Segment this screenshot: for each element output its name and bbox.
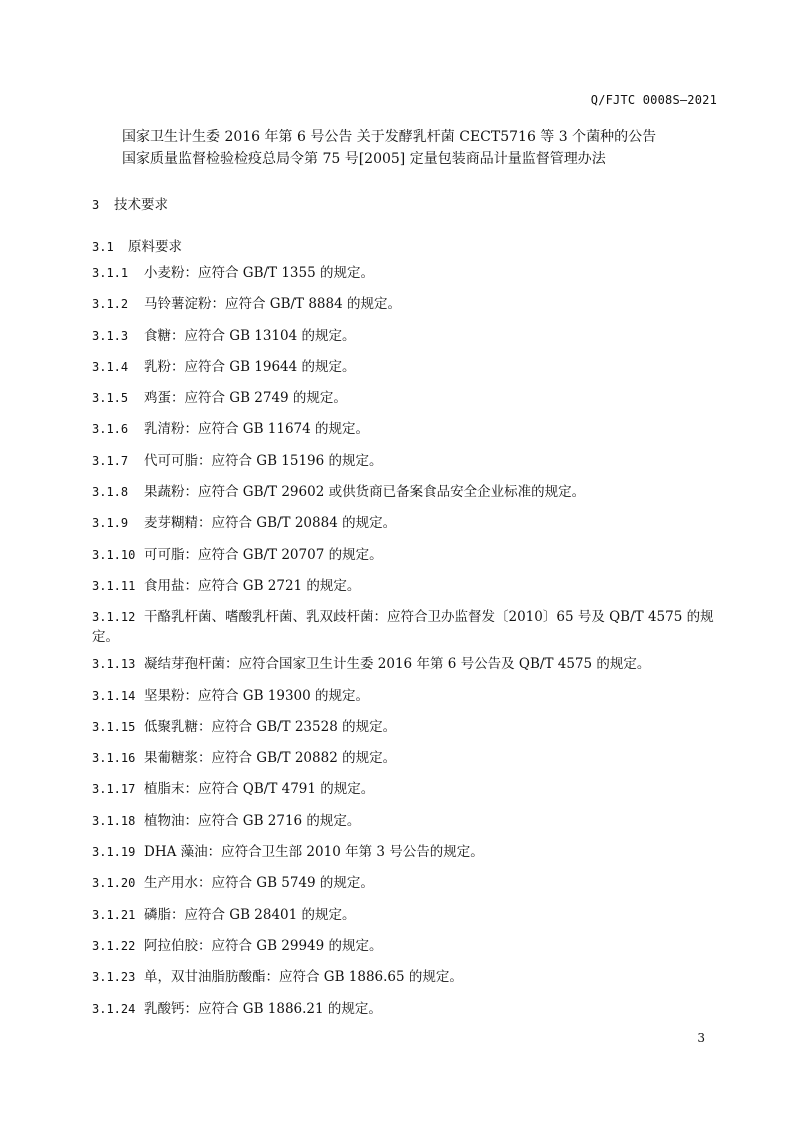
item-text: 代可可脂：应符合 GB 15196 的规定。 (144, 452, 383, 469)
list-item (92, 999, 717, 1030)
reference-list (122, 126, 656, 170)
item-text: 乳酸钙：应符合 GB 1886.21 的规定。 (144, 1000, 382, 1017)
list-item (92, 717, 717, 748)
item-number: 3.1.16 (92, 751, 136, 766)
requirement-list (92, 263, 717, 1030)
item-number: 3.1.13 (92, 657, 136, 672)
list-item (92, 576, 717, 607)
list-item (92, 686, 717, 717)
document-code: Q/FJTC 0008S—2021 (590, 93, 717, 107)
item-text: 生产用水：应符合 GB 5749 的规定。 (144, 875, 374, 892)
list-item (92, 873, 717, 904)
list-item (92, 326, 717, 357)
item-text: 低聚乳糖：应符合 GB/T 23528 的规定。 (144, 718, 397, 735)
item-text: 小麦粉：应符合 GB/T 1355 的规定。 (144, 265, 374, 281)
list-item (92, 263, 717, 294)
item-text: 干酪乳杆菌、嗜酸乳杆菌、乳双歧杆菌：应符合卫办监督发〔2010〕65 号及 QB/T 4575 的规定。 (92, 609, 714, 646)
item-number: 3.1.10 (92, 547, 136, 562)
item-number: 3.1.8 (92, 485, 129, 500)
list-item (92, 842, 717, 873)
list-item (92, 811, 717, 842)
item-text: 单，双甘油脂肪酸酯：应符合 GB 1886.65 的规定。 (144, 969, 463, 986)
list-item (92, 388, 717, 419)
item-number: 3.1.14 (92, 688, 136, 703)
item-number: 3.1.24 (92, 1001, 136, 1016)
section-heading-3 (92, 193, 168, 213)
list-item (92, 513, 717, 544)
item-number: 3.1.1 (92, 266, 129, 280)
item-text: DHA 藻油：应符合卫生部 2010 年第 3 号公告的规定。 (144, 844, 484, 861)
item-number: 3.1.15 (92, 719, 136, 734)
item-text: 可可脂：应符合 GB/T 20707 的规定。 (144, 546, 383, 563)
list-item (92, 607, 717, 654)
section-number: 3.1 (92, 240, 114, 254)
item-text: 食糖：应符合 GB 13104 的规定。 (144, 327, 356, 344)
item-number: 3.1.2 (92, 297, 129, 312)
item-number: 3.1.21 (92, 907, 136, 922)
item-text: 食用盐：应符合 GB 2721 的规定。 (144, 577, 361, 594)
section-heading-3-1 (92, 235, 182, 255)
item-number: 3.1.4 (92, 359, 129, 374)
item-number: 3.1.17 (92, 782, 136, 797)
item-text: 果蔬粉：应符合 GB/T 29602 或供货商已备案食品安全企业标准的规定。 (144, 484, 586, 501)
list-item (92, 482, 717, 513)
item-number: 3.1.3 (92, 328, 129, 343)
item-text: 乳粉：应符合 GB 19644 的规定。 (144, 358, 356, 375)
item-text: 马铃薯淀粉：应符合 GB/T 8884 的规定。 (144, 296, 401, 313)
reference-line: 国家质量监督检验检疫总局令第 75 号[2005] 定量包装商品计量监督管理办法 (122, 151, 606, 167)
item-text: 鸡蛋：应符合 GB 2749 的规定。 (144, 390, 347, 407)
list-item (92, 967, 717, 998)
list-item (92, 936, 717, 967)
item-number: 3.1.5 (92, 391, 129, 406)
item-number: 3.1.22 (92, 938, 136, 953)
item-number: 3.1.19 (92, 845, 136, 860)
item-number: 3.1.9 (92, 516, 129, 531)
item-text: 麦芽糊精：应符合 GB/T 20884 的规定。 (144, 515, 397, 532)
list-item (92, 905, 717, 936)
section-number: 3 (92, 198, 100, 212)
item-number: 3.1.6 (92, 422, 129, 437)
list-item (92, 654, 717, 685)
section-title: 技术要求 (114, 197, 168, 213)
list-item (92, 419, 717, 450)
list-item (92, 357, 717, 388)
reference-line: 国家卫生计生委 2016 年第 6 号公告 关于发酵乳杆菌 CECT5716 等 3 个菌种的公告 (122, 129, 657, 145)
list-item (92, 294, 717, 325)
section-title: 原料要求 (128, 239, 182, 255)
list-item (92, 451, 717, 482)
list-item (92, 779, 717, 810)
item-number: 3.1.20 (92, 876, 136, 891)
page-number: 3 (697, 1031, 705, 1045)
item-text: 阿拉伯胶：应符合 GB 29949 的规定。 (144, 937, 383, 954)
item-number: 3.1.18 (92, 813, 136, 828)
item-number: 3.1.23 (92, 970, 136, 985)
item-number: 3.1.7 (92, 453, 129, 468)
item-text: 磷脂：应符合 GB 28401 的规定。 (144, 906, 356, 923)
item-number: 3.1.12 (92, 610, 136, 625)
item-number: 3.1.11 (92, 578, 136, 593)
item-text: 凝结芽孢杆菌：应符合国家卫生计生委 2016 年第 6 号公告及 QB/T 4575 的规定。 (144, 656, 651, 673)
item-text: 植物油：应符合 GB 2716 的规定。 (144, 812, 361, 829)
item-text: 乳清粉：应符合 GB 11674 的规定。 (144, 421, 370, 438)
item-text: 果葡糖浆：应符合 GB/T 20882 的规定。 (144, 750, 397, 767)
list-item (92, 748, 717, 779)
item-text: 坚果粉：应符合 GB 19300 的规定。 (144, 687, 370, 704)
item-text: 植脂末：应符合 QB/T 4791 的规定。 (144, 781, 375, 798)
list-item (92, 545, 717, 576)
